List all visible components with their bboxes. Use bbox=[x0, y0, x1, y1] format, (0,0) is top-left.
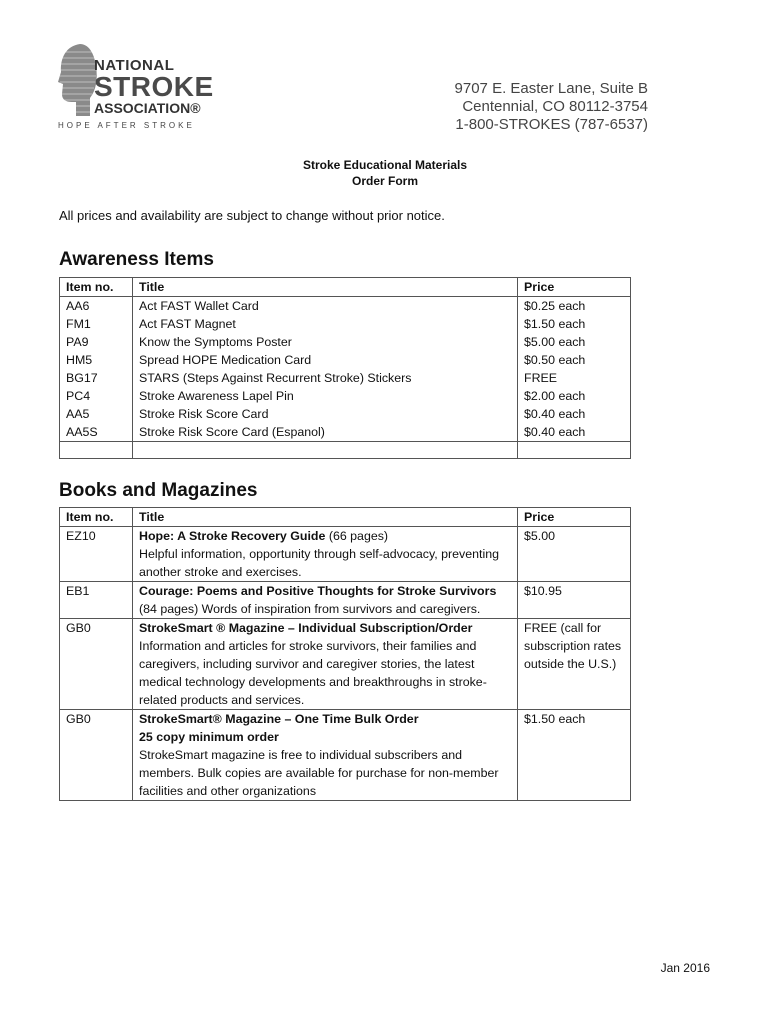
awareness-table bbox=[59, 277, 631, 459]
item-no: FM1 bbox=[60, 315, 133, 333]
item-title: Stroke Risk Score Card (Espanol) bbox=[133, 423, 518, 442]
item-price: $1.50 each bbox=[518, 315, 631, 333]
table-row bbox=[60, 315, 631, 333]
item-no: AA6 bbox=[60, 297, 133, 316]
item-price: $0.50 each bbox=[518, 351, 631, 369]
books-heading: Books and Magazines bbox=[59, 480, 258, 501]
item-no: GB0 bbox=[60, 710, 133, 801]
item-no: EB1 bbox=[60, 582, 133, 619]
item-description: (84 pages) Words of inspiration from survivors and caregivers. bbox=[139, 602, 481, 616]
item-title: StrokeSmart® Magazine – One Time Bulk Order bbox=[139, 712, 419, 726]
revision-date: Jan 2016 bbox=[660, 961, 710, 975]
item-no: AA5 bbox=[60, 405, 133, 423]
table-row bbox=[60, 333, 631, 351]
item-title: Know the Symptoms Poster bbox=[133, 333, 518, 351]
item-title: StrokeSmart ® Magazine – Individual Subscription/Order bbox=[139, 621, 473, 635]
item-title: STARS (Steps Against Recurrent Stroke) Stickers bbox=[133, 369, 518, 387]
item-title: Spread HOPE Medication Card bbox=[133, 351, 518, 369]
item-title: Stroke Awareness Lapel Pin bbox=[133, 387, 518, 405]
table-row bbox=[60, 351, 631, 369]
item-price: FREE (call for subscription rates outside the U.S.) bbox=[518, 619, 631, 710]
col-item-no: Item no. bbox=[60, 278, 133, 297]
col-price: Price bbox=[518, 508, 631, 527]
item-price: $5.00 each bbox=[518, 333, 631, 351]
item-price: FREE bbox=[518, 369, 631, 387]
table-header-row bbox=[60, 508, 631, 527]
logo-association: ASSOCIATION® bbox=[94, 100, 201, 116]
table-row bbox=[60, 619, 631, 710]
item-title: Hope: A Stroke Recovery Guide bbox=[139, 529, 326, 543]
item-title-suffix: (66 pages) bbox=[325, 529, 389, 543]
head-profile-icon bbox=[58, 42, 98, 122]
table-row bbox=[60, 527, 631, 582]
form-title-line1: Stroke Educational Materials bbox=[302, 158, 468, 172]
item-title-cell bbox=[133, 582, 518, 619]
col-title: Title bbox=[133, 508, 518, 527]
item-description: Information and articles for stroke survivors, their families and caregivers, including survivor and caregiver stories, the latest medical technology developments and breakthroughs in stroke-related products and services. bbox=[139, 639, 487, 707]
item-no: PC4 bbox=[60, 387, 133, 405]
item-title: Stroke Risk Score Card bbox=[133, 405, 518, 423]
logo-wordmark bbox=[94, 58, 214, 117]
address-city: Centennial, CO 80112-3754 bbox=[462, 98, 648, 115]
item-no: HM5 bbox=[60, 351, 133, 369]
address-phone: 1-800-STROKES (787-6537) bbox=[455, 116, 648, 133]
item-price: $2.00 each bbox=[518, 387, 631, 405]
item-price: $10.95 bbox=[518, 582, 631, 619]
item-title-cell bbox=[133, 619, 518, 710]
item-title: Act FAST Wallet Card bbox=[133, 297, 518, 316]
table-row bbox=[60, 387, 631, 405]
item-title-cell bbox=[133, 710, 518, 801]
table-row bbox=[60, 297, 631, 316]
item-title: Courage: Poems and Positive Thoughts for Stroke Survivors bbox=[139, 584, 497, 598]
books-table bbox=[59, 507, 631, 801]
table-row bbox=[60, 582, 631, 619]
item-price: $0.40 each bbox=[518, 405, 631, 423]
item-price: $1.50 each bbox=[518, 710, 631, 801]
awareness-heading: Awareness Items bbox=[59, 249, 214, 270]
logo-national: NATIONAL bbox=[94, 57, 175, 74]
table-row bbox=[60, 405, 631, 423]
item-no: EZ10 bbox=[60, 527, 133, 582]
form-title-line2: Order Form bbox=[351, 174, 418, 188]
item-no: BG17 bbox=[60, 369, 133, 387]
item-description: StrokeSmart magazine is free to individual subscribers and members. Bulk copies are available for purchase for non-member facilities and other organizations bbox=[139, 748, 499, 798]
item-no: PA9 bbox=[60, 333, 133, 351]
item-no: AA5S bbox=[60, 423, 133, 442]
table-header-row bbox=[60, 278, 631, 297]
col-price: Price bbox=[518, 278, 631, 297]
item-no: GB0 bbox=[60, 619, 133, 710]
item-price: $0.25 each bbox=[518, 297, 631, 316]
item-price: $0.40 each bbox=[518, 423, 631, 442]
logo-tagline: HOPE AFTER STROKE bbox=[58, 121, 195, 130]
table-row bbox=[60, 369, 631, 387]
table-row bbox=[60, 423, 631, 442]
item-description: Helpful information, opportunity through self-advocacy, preventing another stroke and exercises. bbox=[139, 547, 499, 579]
blank-order-row[interactable] bbox=[60, 442, 631, 459]
item-title: Act FAST Magnet bbox=[133, 315, 518, 333]
table-row bbox=[60, 710, 631, 801]
item-title-cell bbox=[133, 527, 518, 582]
item-price: $5.00 bbox=[518, 527, 631, 582]
col-item-no: Item no. bbox=[60, 508, 133, 527]
address-street: 9707 E. Easter Lane, Suite B bbox=[454, 80, 648, 97]
address-block bbox=[455, 80, 648, 134]
price-notice: All prices and availability are subject to change without prior notice. bbox=[59, 208, 445, 223]
form-title bbox=[0, 157, 770, 189]
item-subtitle: 25 copy minimum order bbox=[139, 730, 279, 744]
col-title: Title bbox=[133, 278, 518, 297]
logo-stroke: STROKE bbox=[94, 71, 214, 102]
